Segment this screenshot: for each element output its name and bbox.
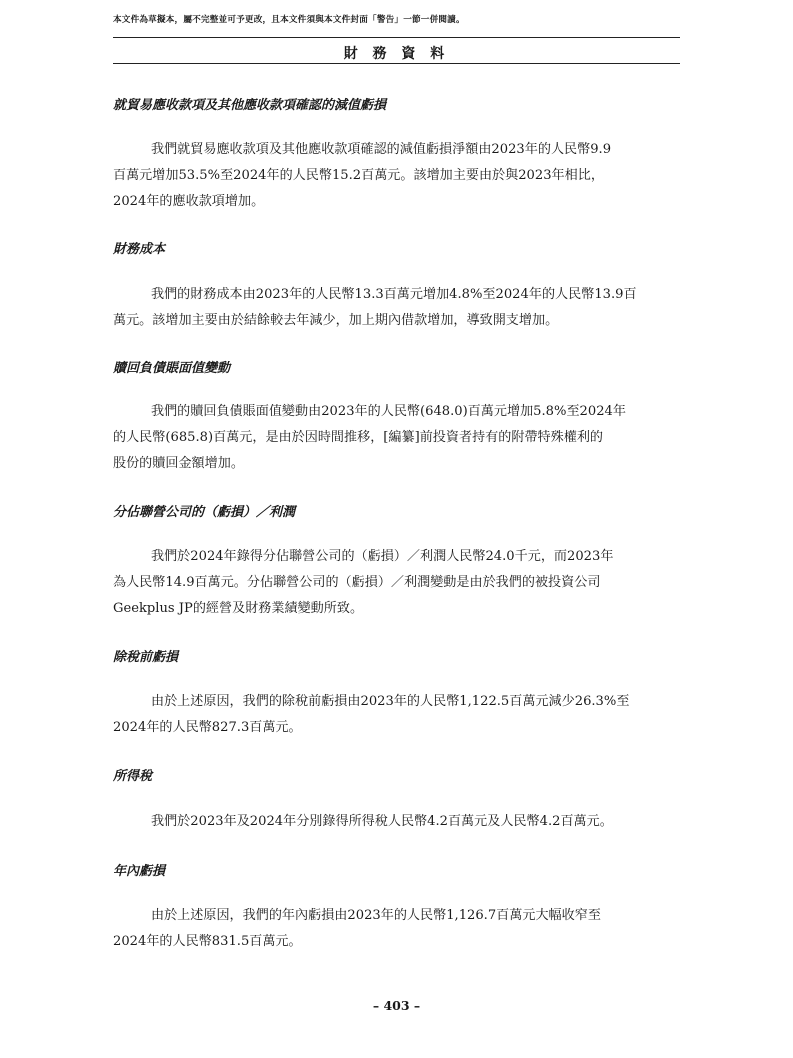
paragraph-loss-before-tax bbox=[113, 689, 680, 741]
heading-impairment-losses: 就貿易應收款項及其他應收款項確認的減值虧損 bbox=[113, 98, 387, 113]
heading-share-of-associates: 分佔聯營公司的（虧損）／利潤 bbox=[113, 505, 296, 520]
paragraph-line: 2024年的人民幣831.5百萬元。 bbox=[113, 934, 302, 949]
disclaimer-banner: 本文件為草擬本，屬不完整並可予更改，且本文件須與本文件封面「警告」一節一併閱讀。 bbox=[113, 15, 465, 25]
paragraph-line: 由於上述原因，我們的年內虧損由2023年的人民幣1,126.7百萬元大幅收窄至 bbox=[151, 908, 601, 923]
section-title: 財 務 資 料 bbox=[343, 46, 450, 62]
paragraph-share-of-associates bbox=[113, 544, 680, 622]
paragraph-line: 的人民幣(685.8)百萬元，是由於因時間推移，[編纂]前投資者持有的附帶特殊權利的 bbox=[113, 430, 604, 445]
heading-income-tax: 所得稅 bbox=[113, 769, 153, 784]
heading-loss-before-tax: 除稅前虧損 bbox=[113, 650, 179, 665]
paragraph-line: 百萬元增加53.5%至2024年的人民幣15.2百萬元。該增加主要由於與2023年相比， bbox=[113, 168, 604, 183]
paragraph-finance-costs bbox=[113, 282, 680, 334]
paragraph-line: 股份的贖回金額增加。 bbox=[113, 456, 244, 471]
paragraph-line: 我們於2024年錄得分佔聯營公司的（虧損）／利潤人民幣24.0千元，而2023年 bbox=[151, 549, 614, 564]
paragraph-line: 2024年的應收款項增加。 bbox=[113, 194, 265, 209]
paragraph-redemption-liabilities bbox=[113, 399, 680, 477]
paragraph-line: 萬元。該增加主要由於結餘較去年減少，加上期內借款增加，導致開支增加。 bbox=[113, 313, 559, 328]
paragraph-impairment-losses bbox=[113, 137, 680, 215]
paragraph-line: 我們的贖回負債賬面值變動由2023年的人民幣(648.0)百萬元增加5.8%至2024年 bbox=[151, 404, 626, 419]
paragraph-line: 我們就貿易應收款項及其他應收款項確認的減值虧損淨額由2023年的人民幣9.9 bbox=[151, 142, 612, 157]
paragraph-line: 我們於2023年及2024年分別錄得所得稅人民幣4.2百萬元及人民幣4.2百萬元。 bbox=[151, 814, 613, 829]
paragraph-line: 我們的財務成本由2023年的人民幣13.3百萬元增加4.8%至2024年的人民幣13.9百 bbox=[151, 287, 637, 302]
heading-loss-for-year: 年內虧損 bbox=[113, 864, 166, 879]
header-rule-bottom bbox=[113, 63, 680, 64]
paragraph-line: Geekplus JP的經營及財務業績變動所致。 bbox=[113, 601, 364, 616]
paragraph-line: 2024年的人民幣827.3百萬元。 bbox=[113, 720, 302, 735]
paragraph-loss-for-year bbox=[113, 903, 680, 955]
header-rule-top bbox=[113, 37, 680, 38]
page-number: – 403 – bbox=[372, 998, 421, 1013]
paragraph-line: 由於上述原因，我們的除稅前虧損由2023年的人民幣1,122.5百萬元減少26.3%至 bbox=[151, 694, 630, 709]
paragraph-line: 為人民幣14.9百萬元。分佔聯營公司的（虧損）／利潤變動是由於我們的被投資公司 bbox=[113, 575, 601, 590]
heading-finance-costs: 財務成本 bbox=[113, 242, 166, 257]
paragraph-income-tax bbox=[113, 809, 680, 835]
heading-redemption-liabilities: 贖回負債賬面值變動 bbox=[113, 361, 231, 376]
